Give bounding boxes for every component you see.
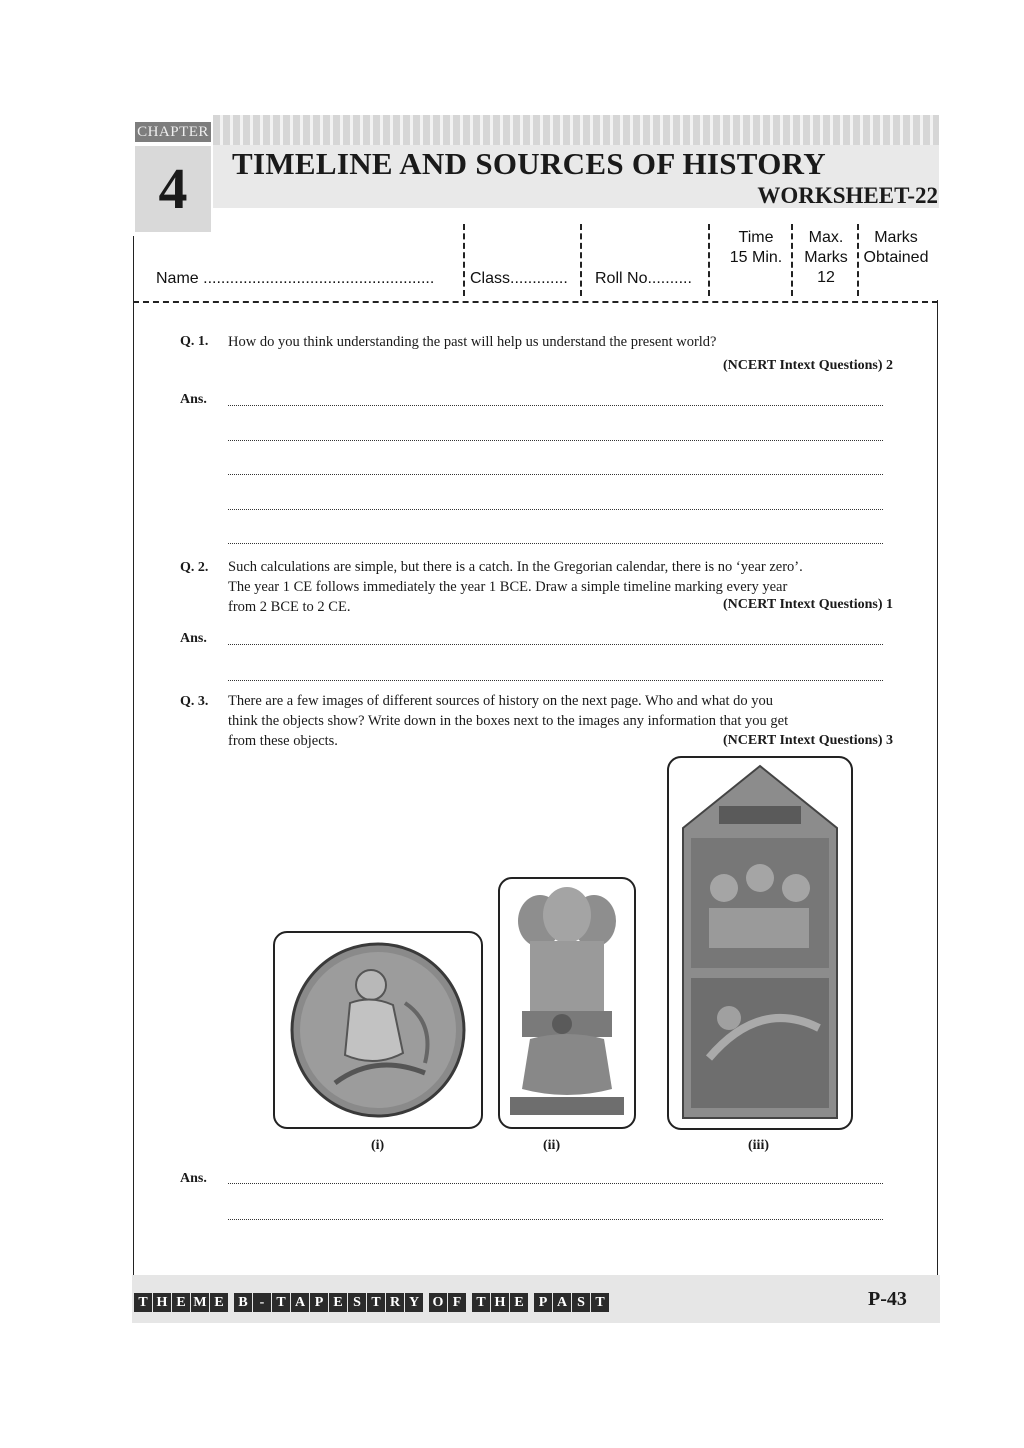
- marks-obtained-label: Obtained: [863, 249, 929, 266]
- theme-letter-tile: T: [272, 1293, 290, 1312]
- source-image-lion-capital: [498, 877, 636, 1129]
- source-image-stele: [667, 756, 853, 1130]
- class-field[interactable]: Class.............: [470, 270, 568, 287]
- answer-line[interactable]: [228, 680, 883, 681]
- answer-label: Ans.: [180, 392, 207, 407]
- theme-letter-tile: T: [134, 1293, 152, 1312]
- theme-letter-tile: S: [348, 1293, 366, 1312]
- divider: [463, 224, 465, 296]
- page-title: TIMELINE AND SOURCES OF HISTORY: [232, 146, 826, 181]
- theme-letter-tile: O: [429, 1293, 447, 1312]
- image-caption: (iii): [748, 1138, 769, 1153]
- max-marks-label: Marks: [804, 249, 848, 266]
- answer-line[interactable]: [228, 474, 883, 475]
- theme-letter-tile: M: [191, 1293, 209, 1312]
- theme-letter-tile: Y: [405, 1293, 423, 1312]
- theme-word: [234, 1293, 423, 1312]
- theme-letter-tile: H: [491, 1293, 509, 1312]
- theme-word: [134, 1293, 228, 1312]
- theme-letter-tile: T: [472, 1293, 490, 1312]
- image-caption: (ii): [543, 1138, 561, 1153]
- answer-line[interactable]: [228, 405, 883, 406]
- theme-letter-tile: S: [572, 1293, 590, 1312]
- theme-letter-tile: E: [329, 1293, 347, 1312]
- theme-letter-tile: T: [367, 1293, 385, 1312]
- question-line: from 2 BCE to 2 CE.: [228, 599, 351, 615]
- theme-word: [472, 1293, 528, 1312]
- theme-banner: [134, 1293, 609, 1312]
- roll-no-field[interactable]: Roll No..........: [595, 270, 692, 287]
- time-cell: [716, 228, 796, 268]
- question-source: (NCERT Intext Questions) 3: [723, 733, 893, 748]
- source-image-coin: [273, 931, 483, 1129]
- answer-label: Ans.: [180, 1171, 207, 1186]
- question-source: (NCERT Intext Questions) 2: [723, 358, 893, 373]
- theme-letter-tile: P: [534, 1293, 552, 1312]
- theme-letter-tile: E: [210, 1293, 228, 1312]
- worksheet-label: WORKSHEET-22: [757, 183, 938, 208]
- theme-letter-tile: T: [591, 1293, 609, 1312]
- theme-letter-tile: E: [510, 1293, 528, 1312]
- question-line: Such calculations are simple, but there is a catch. In the Gregorian calendar, there is no ‘year zero’.: [228, 559, 803, 575]
- chapter-number: 4: [135, 146, 211, 232]
- time-value: 15 Min.: [729, 249, 783, 266]
- lion-capital-icon: [500, 879, 634, 1127]
- coin-icon: [275, 933, 481, 1127]
- question-line: think the objects show? Write down in the boxes next to the images any information that you get: [228, 713, 789, 729]
- divider: [791, 224, 793, 296]
- theme-letter-tile: -: [253, 1293, 271, 1312]
- question-line: There are a few images of different sources of history on the next page. Who and what do you: [228, 693, 774, 709]
- answer-line[interactable]: [228, 644, 883, 645]
- carved-stele-icon: [669, 758, 851, 1128]
- theme-letter-tile: P: [310, 1293, 328, 1312]
- theme-letter-tile: A: [291, 1293, 309, 1312]
- marks-obtained-label: Marks: [874, 229, 918, 246]
- divider: [708, 224, 710, 296]
- theme-letter-tile: R: [386, 1293, 404, 1312]
- question-source: (NCERT Intext Questions) 1: [723, 597, 893, 612]
- image-caption: (i): [371, 1138, 385, 1153]
- theme-word: [429, 1293, 466, 1312]
- time-label: Time: [738, 229, 774, 246]
- theme-word: [534, 1293, 609, 1312]
- question-number: Q. 3.: [180, 694, 209, 709]
- question-line: The year 1 CE follows immediately the year 1 BCE. Draw a simple timeline marking every year: [228, 579, 788, 595]
- answer-line[interactable]: [228, 543, 883, 544]
- question-number: Q. 2.: [180, 560, 209, 575]
- question-number: Q. 1.: [180, 334, 209, 349]
- max-marks-label: Max.: [808, 229, 844, 246]
- page-number: P-43: [868, 1288, 907, 1310]
- header-dashed-rule: [133, 301, 938, 303]
- answer-label: Ans.: [180, 631, 207, 646]
- answer-line[interactable]: [228, 1183, 883, 1184]
- divider: [580, 224, 582, 296]
- answer-line[interactable]: [228, 1219, 883, 1220]
- answer-line[interactable]: [228, 509, 883, 510]
- theme-letter-tile: F: [448, 1293, 466, 1312]
- max-marks-cell: [797, 228, 855, 288]
- theme-letter-tile: A: [553, 1293, 571, 1312]
- marks-obtained-cell[interactable]: [859, 228, 933, 268]
- question-line: from these objects.: [228, 733, 338, 749]
- name-field[interactable]: Name ....................................................: [156, 270, 435, 287]
- answer-line[interactable]: [228, 440, 883, 441]
- right-margin-rule: [937, 300, 938, 1276]
- question-text: How do you think understanding the past will help us understand the present world?: [228, 334, 717, 350]
- header-stripe: [213, 115, 939, 145]
- max-marks-value: 12: [817, 269, 835, 286]
- theme-letter-tile: H: [153, 1293, 171, 1312]
- chapter-label: CHAPTER: [135, 122, 211, 142]
- theme-letter-tile: E: [172, 1293, 190, 1312]
- theme-letter-tile: B: [234, 1293, 252, 1312]
- left-margin-rule: [133, 236, 134, 1276]
